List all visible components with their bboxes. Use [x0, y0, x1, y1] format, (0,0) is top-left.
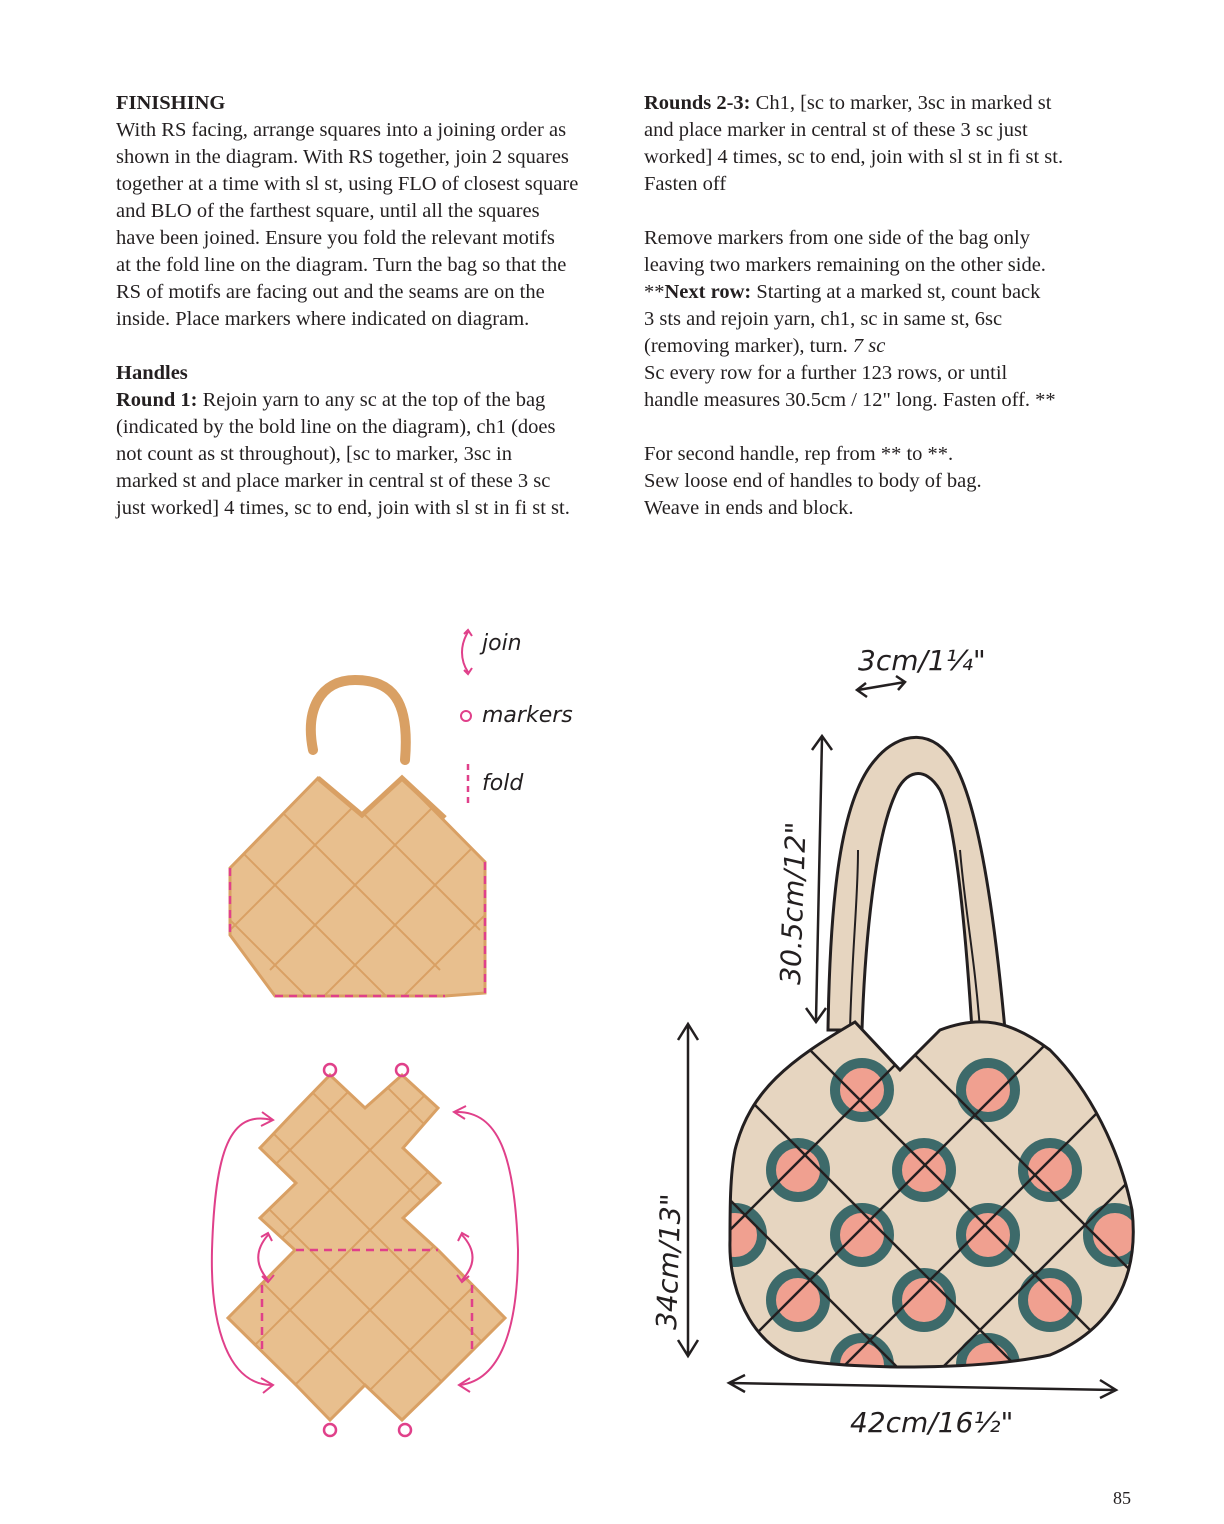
finishing-line: inside. Place markers where indicated on diagram. — [116, 308, 530, 330]
next-row-label: Next row: — [664, 281, 752, 303]
legend-join-label: join — [482, 631, 522, 656]
legend-fold-label: fold — [482, 771, 524, 796]
finishing-line: and BLO of the farthest square, until all the squares — [116, 200, 540, 222]
page-number: 85 — [1113, 1488, 1131, 1508]
handle-width-arrow — [857, 676, 905, 697]
bag-height-label: 34cm/13" — [650, 1192, 688, 1331]
rounds23-text: Ch1, [sc to marker, 3sc in marked st — [750, 92, 1052, 114]
next-row-text: Starting at a marked st, count back — [751, 281, 1041, 303]
rounds23-line: Fasten off — [644, 173, 727, 195]
next-row-line — [644, 333, 1144, 360]
round1-line: just worked] 4 times, sc to end, join with sl st in fi st st. — [116, 497, 570, 519]
finishing-line: RS of motifs are facing out and the seams are on the — [116, 281, 545, 303]
flat-layout-body — [228, 1075, 505, 1420]
diagram-area — [0, 560, 1224, 1460]
rounds23-line: and place marker in central st of these 3 sc just — [644, 119, 1028, 141]
round1-line: marked st and place marker in central st of these 3 sc — [116, 470, 551, 492]
sc-line: Sc every row for a further 123 rows, or until — [644, 362, 1008, 384]
finishing-line: With RS facing, arrange squares into a joining order as — [116, 119, 567, 141]
left-column — [116, 90, 616, 522]
assembled-bag-handle — [311, 680, 406, 760]
join-icon — [462, 630, 472, 674]
bag-width-label: 42cm/16½" — [850, 1406, 1014, 1439]
handles-heading: Handles — [116, 362, 188, 384]
second-handle-line: For second handle, rep from ** to **. — [644, 443, 954, 465]
marker-bottom-left — [324, 1424, 336, 1436]
sc-line: handle measures 30.5cm / 12" long. Fasten off. ** — [644, 389, 1056, 411]
finishing-line: at the fold line on the diagram. Turn the bag so that the — [116, 254, 567, 276]
marker-icon — [461, 711, 471, 721]
remove-line: leaving two markers remaining on the other side. — [644, 254, 1046, 276]
legend — [461, 630, 573, 806]
finishing-line: together at a time with sl st, using FLO of closest square — [116, 173, 579, 195]
finishing-line: shown in the diagram. With RS together, join 2 squares — [116, 146, 569, 168]
remove-line: Remove markers from one side of the bag only — [644, 227, 1030, 249]
rounds23-line: worked] 4 times, sc to end, join with sl st in fi st st. — [644, 146, 1064, 168]
right-column — [644, 90, 1144, 522]
bag-handle — [828, 737, 1005, 1030]
second-handle-line: Weave in ends and block. — [644, 497, 854, 519]
round1-label: Round 1: — [116, 389, 198, 411]
round1-line — [116, 387, 616, 414]
next-row-prefix: ** — [644, 281, 665, 303]
next-row-line: 3 sts and rejoin yarn, ch1, sc in same st, 6sc — [644, 308, 1003, 330]
finishing-line: have been joined. Ensure you fold the relevant motifs — [116, 227, 555, 249]
handle-length-label: 30.5cm/12" — [774, 821, 813, 986]
round1-line: not count as st throughout), [sc to marker, 3sc in — [116, 443, 513, 465]
next-row-text: (removing marker), turn. — [644, 335, 853, 357]
finished-bag-illustration — [620, 737, 1200, 1430]
handle-width-label: 3cm/1¼" — [858, 644, 986, 677]
round1-text: Rejoin yarn to any sc at the top of the bag — [197, 389, 546, 411]
stitch-count: 7 sc — [852, 335, 886, 357]
marker-bottom-right — [399, 1424, 411, 1436]
next-row-line — [644, 279, 1144, 306]
finishing-heading: FINISHING — [116, 92, 226, 114]
round1-line: (indicated by the bold line on the diagram), ch1 (does — [116, 416, 556, 438]
bag-width-arrow — [729, 1375, 1116, 1398]
legend-markers-label: markers — [482, 703, 573, 728]
rounds23-label: Rounds 2-3: — [644, 92, 751, 114]
rounds23-line — [644, 90, 1144, 117]
second-handle-line: Sew loose end of handles to body of bag. — [644, 470, 982, 492]
